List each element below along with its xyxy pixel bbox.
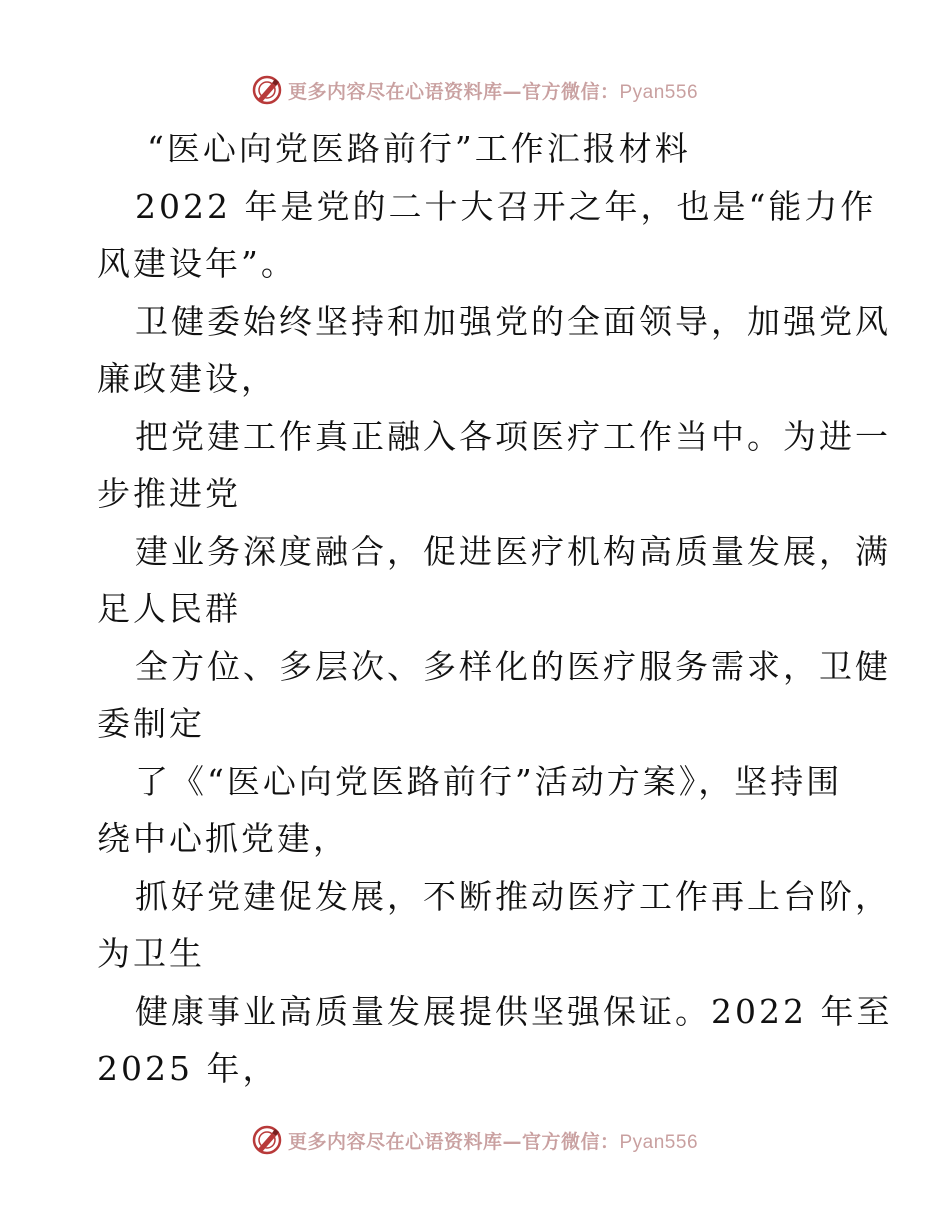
- document-body: [97, 120, 893, 1098]
- paragraph-line: 卫健委始终坚持和加强党的全面领导，加强党风: [135, 301, 891, 341]
- pen-logo-icon: [252, 75, 282, 105]
- watermark-text: 更多内容尽在心语资料库—官方微信：Pyan556: [287, 1130, 699, 1153]
- paragraph-line: 全方位、多层次、多样化的医疗服务需求，卫健: [135, 646, 891, 686]
- paragraph-line: 2022 年是党的二十大召开之年，也是“能力作: [135, 186, 877, 226]
- paragraph-line: 足人民群: [97, 589, 241, 628]
- paragraph-line: 了《“医心向党医路前行”活动方案》，坚持围: [135, 761, 843, 801]
- pen-logo-icon: [252, 1125, 282, 1155]
- paragraph-line: 建业务深度融合，促进医疗机构高质量发展，满: [135, 531, 891, 571]
- paragraph-line: 健康事业高质量发展提供坚强保证。2022 年至: [135, 991, 893, 1031]
- paragraph-line: 风建设年”。: [97, 244, 297, 283]
- document-title: “医心向党医路前行”工作汇报材料: [147, 129, 691, 168]
- paragraph-line: 把党建工作真正融入各项医疗工作当中。为进一: [135, 416, 891, 456]
- paragraph-line: 绕中心抓党建，: [97, 819, 349, 858]
- paragraph-line: 2025 年，: [97, 1049, 279, 1088]
- paragraph-line: 廉政建设，: [97, 359, 277, 398]
- paragraph-line: 委制定: [97, 704, 205, 743]
- watermark-text: 更多内容尽在心语资料库—官方微信：Pyan556: [287, 80, 699, 103]
- paragraph-line: 抓好党建促发展，不断推动医疗工作再上台阶，: [135, 876, 891, 916]
- paragraph-line: 步推进党: [97, 474, 241, 513]
- footer-watermark: [0, 1120, 950, 1160]
- header-watermark: [0, 70, 950, 110]
- paragraph-line: 为卫生: [97, 934, 205, 973]
